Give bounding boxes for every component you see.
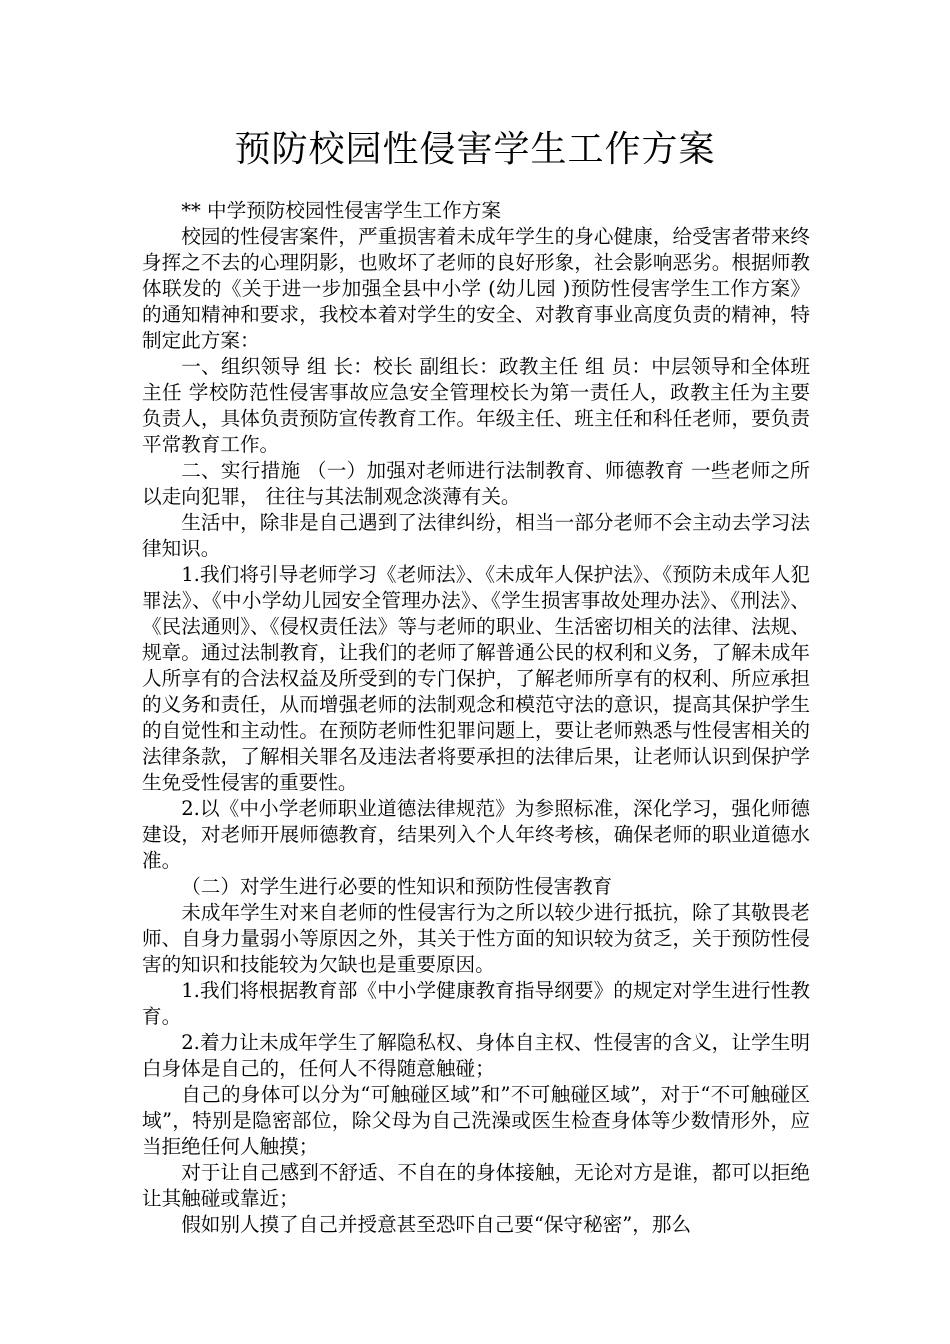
paragraph-refuse-contact: 对于让自己感到不舒适、不自在的身体接触，无论对方是谁，都可以拒绝让其触碰或靠近； [142, 1161, 810, 1210]
paragraph-section-two: （二）对学生进行必要的性知识和预防性侵害教育 [181, 875, 613, 898]
paragraph-measures: 二、实行措施 （一）加强对老师进行法制教育、师德教育 一些老师之所以走向犯罪， 往往与其法制观念淡薄有关。 [142, 459, 810, 508]
paragraph-organization: 一、组织领导 组 长：校长 副组长：政教主任 组 员：中层领导和全体班主任 学校防范性侵害事故应急安全管理校长为第一责任人，政教主任为主要负责人，具体负责预防宣传教育工作。年级主任、班主任和科任老师，要负责平常教育工作。 [142, 355, 810, 456]
paragraph-law-study: 1.我们将引导老师学习《老师法》、《未成年人保护法》、《预防未成年人犯罪法》、《中小学幼儿园安全管理办法》、《学生损害事故处理办法》、《刑法》、《民法通则》、《侵权责任法》等与老师的职业、生活密切相关的法律、法规、规章。通过法制教育，让我们的老师了解普通公民的权利和义务，了解未成年人所享有的合法权益及所受到的专门保护，了解老师所享有的权利、所应承担的义务和责任，从而增强老师的法制观念和模范守法的意识，提高其保护学生的自觉性和主动性。在预防老师性犯罪问题上，要让老师熟悉与性侵害相关的法律条款，了解相关罪名及违法者将要承担的法律后果，让老师认识到保护学生免受性侵害的重要性。 [142, 563, 810, 794]
paragraph-subtitle: ** 中学预防校园性侵害学生工作方案 [181, 199, 501, 222]
paragraph-body-zones: 自己的身体可以分为“可触碰区域”和”不可触碰区域”，对于“不可触碰区域”，特别是隐密部位，除父母为自己洗澡或医生检查身体等少数情形外，应当拒绝任何人触摸； [142, 1083, 810, 1158]
document-title: 预防校园性侵害学生工作方案 [234, 129, 716, 170]
paragraph-life: 生活中，除非是自己遇到了法律纠纷，相当一部分老师不会主动去学习法律知识。 [142, 511, 810, 560]
paragraph-keep-secret: 假如别人摸了自己并授意甚至恐吓自己要“保守秘密”，那么 [181, 1213, 692, 1236]
paragraph-health-education: 1.我们将根据教育部《中小学健康教育指导纲要》的规定对学生进行性教育。 [142, 979, 810, 1028]
paragraph-privacy: 2.着力让未成年学生了解隐私权、身体自主权、性侵害的含义，让学生明白身体是自己的，任何人不得随意触碰； [142, 1031, 810, 1080]
paragraph-ethics: 2.以《中小学老师职业道德法律规范》为参照标准，深化学习，强化师德建设，对老师开展师德教育，结果列入个人年终考核，确保老师的职业道德水准。 [142, 797, 810, 872]
document-body [142, 198, 810, 1238]
paragraph-intro: 校园的性侵害案件，严重损害着未成年学生的身心健康，给受害者带来终身挥之不去的心理阴影，也败坏了老师的良好形象，社会影响恶劣。根据师教体联发的《关于进一步加强全县中小学 (幼儿园 )预防性侵害学生工作方案》的通知精神和要求，我校本着对学生的安全、对教育事业高度负责的精神，特制定此方案： [142, 225, 810, 352]
paragraph-student-knowledge: 未成年学生对来自老师的性侵害行为之所以较少进行抵抗，除了其敬畏老师、自身力量弱小等原因之外，其关于性方面的知识较为贫乏，关于预防性侵害的知识和技能较为欠缺也是重要原因。 [142, 901, 810, 976]
